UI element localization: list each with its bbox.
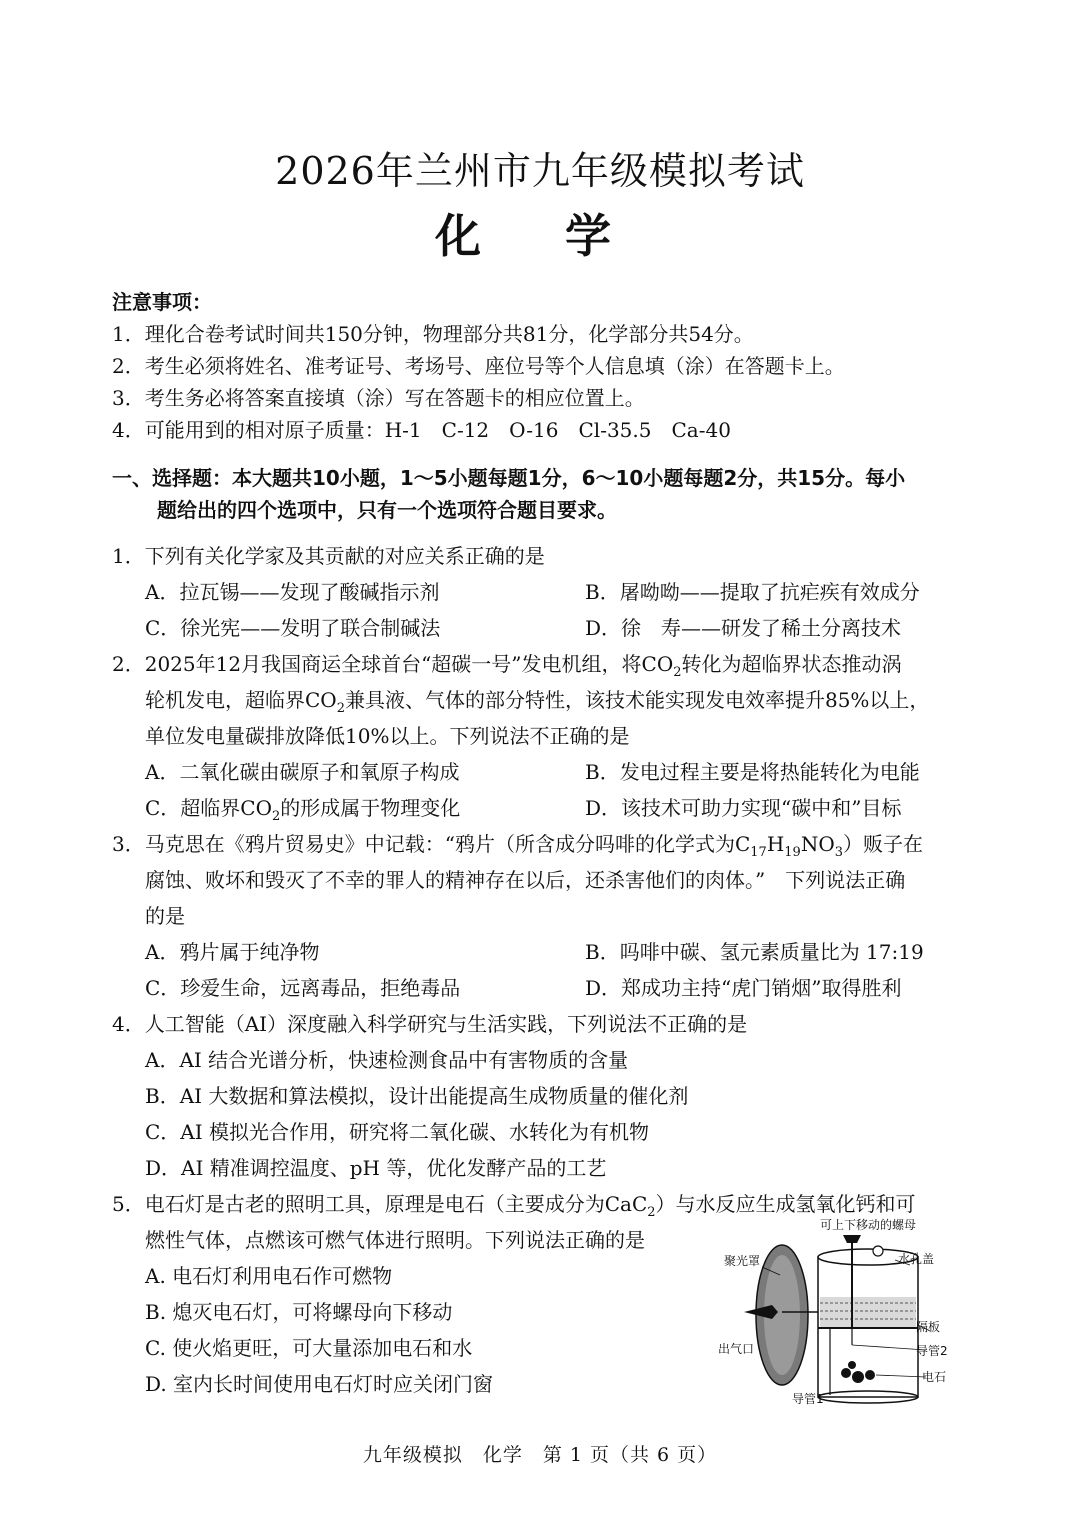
q2-stem-line2: 轮机发电，超临界$CO_2$兼具液、气体的部分特性，该技术能实现发电效率提升85%以上， bbox=[145, 688, 930, 716]
q5-option-b: B. 熄灭电石灯，可将螺母向下移动 bbox=[145, 1300, 453, 1324]
q3-option-c: C．珍爱生命，远离毒品，拒绝毒品 bbox=[145, 976, 461, 1000]
q4-stem: 4．人工智能（AI）深度融入科学研究与生活实践，下列说法不正确的是 bbox=[112, 1012, 748, 1036]
q3-stem-line3: 的是 bbox=[145, 904, 185, 928]
q3-option-b: B．吗啡中碳、氢元素质量比为 17:19 bbox=[585, 940, 924, 964]
q3-option-d: D．郑成功主持“虎门销烟”取得胜利 bbox=[585, 976, 902, 1000]
q5-stem-line1: 5．电石灯是古老的照明工具，原理是电石（主要成分为CaC$_2$）与水反应生成氢氧化钙和可 bbox=[112, 1192, 916, 1220]
page-footer: 九年级模拟 化学 第 1 页（共 6 页） bbox=[362, 1444, 718, 1466]
water-lid-icon bbox=[873, 1246, 883, 1256]
carbide-lump bbox=[852, 1371, 864, 1383]
subject-title: 化 学 bbox=[434, 209, 645, 263]
carbide-lamp-figure bbox=[700, 1215, 980, 1405]
label-tube2: 导管2 bbox=[916, 1344, 948, 1358]
q2-option-a: A．二氧化碳由碳原子和氧原子构成 bbox=[145, 760, 460, 784]
q5-option-d: D. 室内长时间使用电石灯时应关闭门窗 bbox=[145, 1372, 494, 1396]
q2-option-d: D．该技术可助力实现“碳中和”目标 bbox=[585, 796, 902, 820]
q1-option-c: C．徐光宪——发明了联合制碱法 bbox=[145, 616, 441, 640]
exam-title: 2026年兰州市九年级模拟考试 bbox=[275, 149, 805, 193]
carbide-lump bbox=[865, 1370, 875, 1380]
q4-option-d: D．AI 精准调控温度、pH 等，优化发酵产品的工艺 bbox=[145, 1156, 607, 1180]
q4-option-a: A．AI 结合光谱分析，快速检测食品中有害物质的含量 bbox=[145, 1048, 629, 1072]
notice-item: 1．理化合卷考试时间共150分钟，物理部分共81分，化学部分共54分。 bbox=[112, 322, 754, 346]
nut-icon bbox=[843, 1235, 861, 1243]
q1-option-b: B．屠呦呦——提取了抗疟疾有效成分 bbox=[585, 580, 920, 604]
carbide-lump bbox=[841, 1368, 851, 1378]
label-carbide: 电石 bbox=[922, 1370, 947, 1384]
q1-stem: 1．下列有关化学家及其贡献的对应关系正确的是 bbox=[112, 544, 545, 568]
q2-option-c: C．超临界$CO_2$的形成属于物理变化 bbox=[145, 796, 461, 824]
carbide-lump bbox=[848, 1361, 856, 1369]
label-partition: 隔板 bbox=[916, 1320, 941, 1334]
q4-option-c: C．AI 模拟光合作用，研究将二氧化碳、水转化为有机物 bbox=[145, 1120, 650, 1144]
q3-option-a: A．鸦片属于纯净物 bbox=[145, 940, 320, 964]
notice-item: 4．可能用到的相对原子质量：H-1 C-12 O-16 Cl-35.5 Ca-40 bbox=[112, 418, 731, 442]
label-tube1: 导管1 bbox=[792, 1392, 824, 1405]
label-reflector: 聚光罩 bbox=[724, 1254, 761, 1268]
label-nut: 可上下移动的螺母 bbox=[820, 1218, 917, 1232]
water-layer bbox=[820, 1297, 916, 1327]
q3-stem-line1: 3．马克思在《鸦片贸易史》中记载：“鸦片（所含成分吗啡的化学式为$C_{17}H_{19}NO_3$）贩子在 bbox=[112, 832, 923, 860]
section-heading: 一、选择题：本大题共10小题，1～5小题每题1分，6～10小题每题2分，共15分。每小 bbox=[112, 466, 906, 490]
q1-option-d: D．徐 寿——研发了稀土分离技术 bbox=[585, 616, 902, 640]
notice-item: 3．考生务必将答案直接填（涂）写在答题卡的相应位置上。 bbox=[112, 386, 645, 410]
q2-option-b: B．发电过程主要是将热能转化为电能 bbox=[585, 760, 920, 784]
q5-option-a: A. 电石灯利用电石作可燃物 bbox=[145, 1264, 393, 1288]
label-outlet: 出气口 bbox=[718, 1342, 755, 1356]
q4-option-b: B．AI 大数据和算法模拟，设计出能提高生成物质量的催化剂 bbox=[145, 1084, 689, 1108]
q5-stem-line2: 燃性气体，点燃该可燃气体进行照明。下列说法正确的是 bbox=[145, 1228, 645, 1252]
q3-stem-line2: 腐蚀、败坏和毁灭了不幸的罪人的精神存在以后，还杀害他们的肉体。” 下列说法正确 bbox=[145, 868, 906, 892]
q1-option-a: A．拉瓦锡——发现了酸碱指示剂 bbox=[145, 580, 440, 604]
q5-option-c: C. 使火焰更旺，可大量添加电石和水 bbox=[145, 1336, 473, 1360]
notice-item: 2．考生必须将姓名、准考证号、考场号、座位号等个人信息填（涂）在答题卡上。 bbox=[112, 354, 845, 378]
leader-line bbox=[852, 1345, 926, 1350]
section-heading-cont: 题给出的四个选项中，只有一个选项符合题目要求。 bbox=[157, 498, 617, 522]
label-water-lid: 水孔盖 bbox=[898, 1252, 935, 1266]
q2-stem-line1: 2．2025年12月我国商运全球首台“超碳一号”发电机组，将$CO_2$转化为超临界状态推动涡 bbox=[112, 652, 902, 680]
notice-heading: 注意事项： bbox=[112, 290, 212, 314]
q2-stem-line3: 单位发电量碳排放降低10%以上。下列说法不正确的是 bbox=[145, 724, 630, 748]
